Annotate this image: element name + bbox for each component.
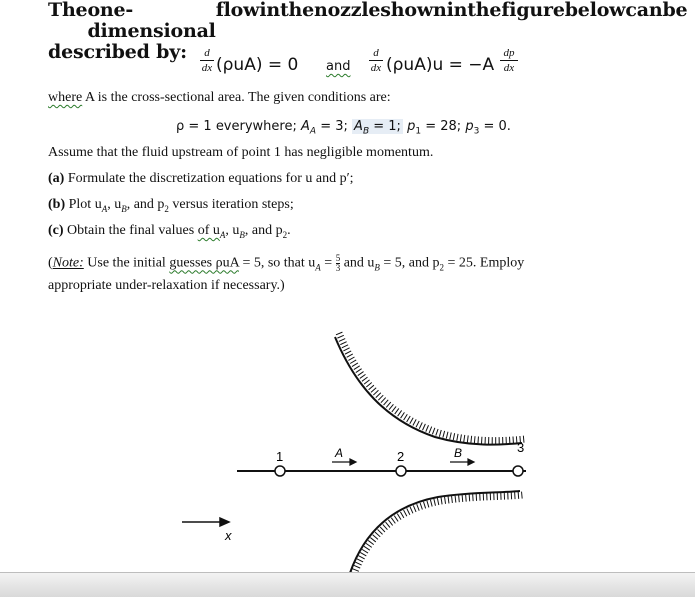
sub-A: A <box>315 262 321 273</box>
x-label: x <box>225 528 232 543</box>
part-a-label: (a) <box>48 171 65 186</box>
numerator: d <box>204 47 210 59</box>
note-text: Use the initial <box>83 255 170 271</box>
sub-3: 3 <box>473 126 480 137</box>
note-line-1 <box>48 254 524 273</box>
problem-heading <box>48 0 688 63</box>
part-b-text2: , u <box>107 197 122 212</box>
part-c-label: (c) <box>48 223 64 238</box>
B-label: B <box>454 446 463 460</box>
heading-word: nozzle <box>314 0 381 21</box>
part-c-text3: , and p <box>244 223 283 238</box>
denominator: dx <box>370 62 382 74</box>
heading-word: in <box>259 0 280 21</box>
sub-A: A <box>309 126 317 137</box>
part-c-of-text: of u <box>197 223 220 238</box>
note-text3: = <box>320 255 336 271</box>
cond-rho: ρ = 1 everywhere; <box>176 119 297 134</box>
note-fraction-den: 3 <box>335 263 341 273</box>
sub-B: B <box>121 203 127 214</box>
numerator: dp <box>503 47 515 59</box>
heading-line-1 <box>48 0 688 42</box>
fraction-bar <box>500 60 518 61</box>
heading-word: one-dimensional <box>87 0 216 42</box>
nozzle-figure <box>170 325 550 575</box>
sub-A: A <box>219 229 226 240</box>
fraction-bar <box>369 60 383 61</box>
denominator: dx <box>201 62 213 74</box>
note-label: Note: <box>52 255 84 271</box>
cond-p3-value: = 0. <box>479 119 511 134</box>
cond-p3-symbol: p <box>465 119 474 134</box>
and-word <box>326 59 350 74</box>
momentum-equation: (ρuA)u = −A <box>386 55 495 75</box>
fraction-d-dx <box>200 47 214 74</box>
part-b-text4: versus iteration steps; <box>168 197 294 212</box>
note-text4: and u <box>340 255 375 271</box>
denominator: dx <box>503 62 515 74</box>
part-c-text4: . <box>287 223 291 238</box>
cond-p1-symbol: p <box>407 119 416 134</box>
heading-word: below <box>564 0 626 21</box>
cond-A-value: = 3; <box>316 119 348 134</box>
heading-word: the <box>279 0 315 21</box>
heading-word: flow <box>215 0 260 21</box>
part-b-text: Plot u <box>68 197 102 212</box>
A-label: A <box>335 446 344 460</box>
heading-word: can <box>625 0 663 21</box>
fraction-d-dx-2 <box>369 47 383 74</box>
part-c-text2: , u <box>225 223 240 238</box>
node-2 <box>396 466 406 476</box>
note-text5: = 5, and p <box>379 255 440 271</box>
note-fraction-num: 5 <box>335 253 341 263</box>
where-line <box>48 90 391 106</box>
heading-word: The <box>48 0 88 21</box>
assume-line: Assume that the fluid upstream of point 1 has negligible momentum. <box>48 145 434 160</box>
where-rest: A is the cross-sectional area. The given conditions are: <box>84 90 391 105</box>
fraction-bar <box>200 60 214 61</box>
heading-line-2: described by: <box>48 41 187 63</box>
note-text6: = 25. Employ <box>444 255 525 271</box>
cond-B-symbol: A <box>354 119 363 134</box>
sub-2: 2 <box>282 229 288 240</box>
heading-word: the <box>467 0 502 21</box>
fraction-dp-dx <box>500 47 518 74</box>
note-text2: = 5, so that u <box>238 255 316 271</box>
node-3 <box>513 466 523 476</box>
part-b <box>48 197 294 214</box>
window-bottom-bar <box>0 572 695 597</box>
note-paren: ( <box>48 255 53 271</box>
part-a <box>48 171 354 187</box>
cond-A-symbol: A <box>301 119 310 134</box>
cond-B-value: = 1; <box>369 119 401 134</box>
cond-AB-highlight <box>352 119 403 137</box>
node-1 <box>275 466 285 476</box>
sub-2: 2 <box>164 203 169 214</box>
x-direction-arrow <box>182 518 229 526</box>
numerator: d <box>373 47 379 59</box>
sub-1: 1 <box>415 126 422 137</box>
part-c-of <box>198 223 226 238</box>
heading-word: shown <box>380 0 447 21</box>
heading-word: in <box>446 0 468 21</box>
part-a-text: Formulate the discretization equations for u and p′; <box>67 171 354 186</box>
part-c <box>48 223 291 240</box>
note-guess: guesses ρuA <box>169 255 239 271</box>
cond-p1-value: = 28; <box>421 119 462 134</box>
part-c-text: Obtain the final values <box>67 223 198 238</box>
part-b-label: (b) <box>48 197 66 212</box>
and-text: and <box>326 59 351 74</box>
heading-word: figure <box>501 0 565 21</box>
continuity-equation: (ρuA) = 0 <box>216 55 299 75</box>
sub-B: B <box>362 126 370 137</box>
point-1-label: 1 <box>276 449 284 464</box>
sub-B: B <box>239 229 245 240</box>
note-line-2: appropriate under-relaxation if necessary.) <box>48 278 285 293</box>
sub-A: A <box>101 203 108 214</box>
sub-B: B <box>374 262 380 273</box>
lower-wall-hatching <box>353 495 523 575</box>
upper-nozzle-wall <box>335 337 522 445</box>
where-word: where <box>48 90 83 105</box>
given-conditions <box>176 119 511 137</box>
part-b-text3: , and p <box>126 197 165 212</box>
heading-word: be <box>662 0 688 21</box>
upper-wall-hatching <box>339 333 526 441</box>
sub-2: 2 <box>439 262 445 273</box>
point-2-label: 2 <box>397 449 405 464</box>
point-3-label: 3 <box>517 440 525 455</box>
